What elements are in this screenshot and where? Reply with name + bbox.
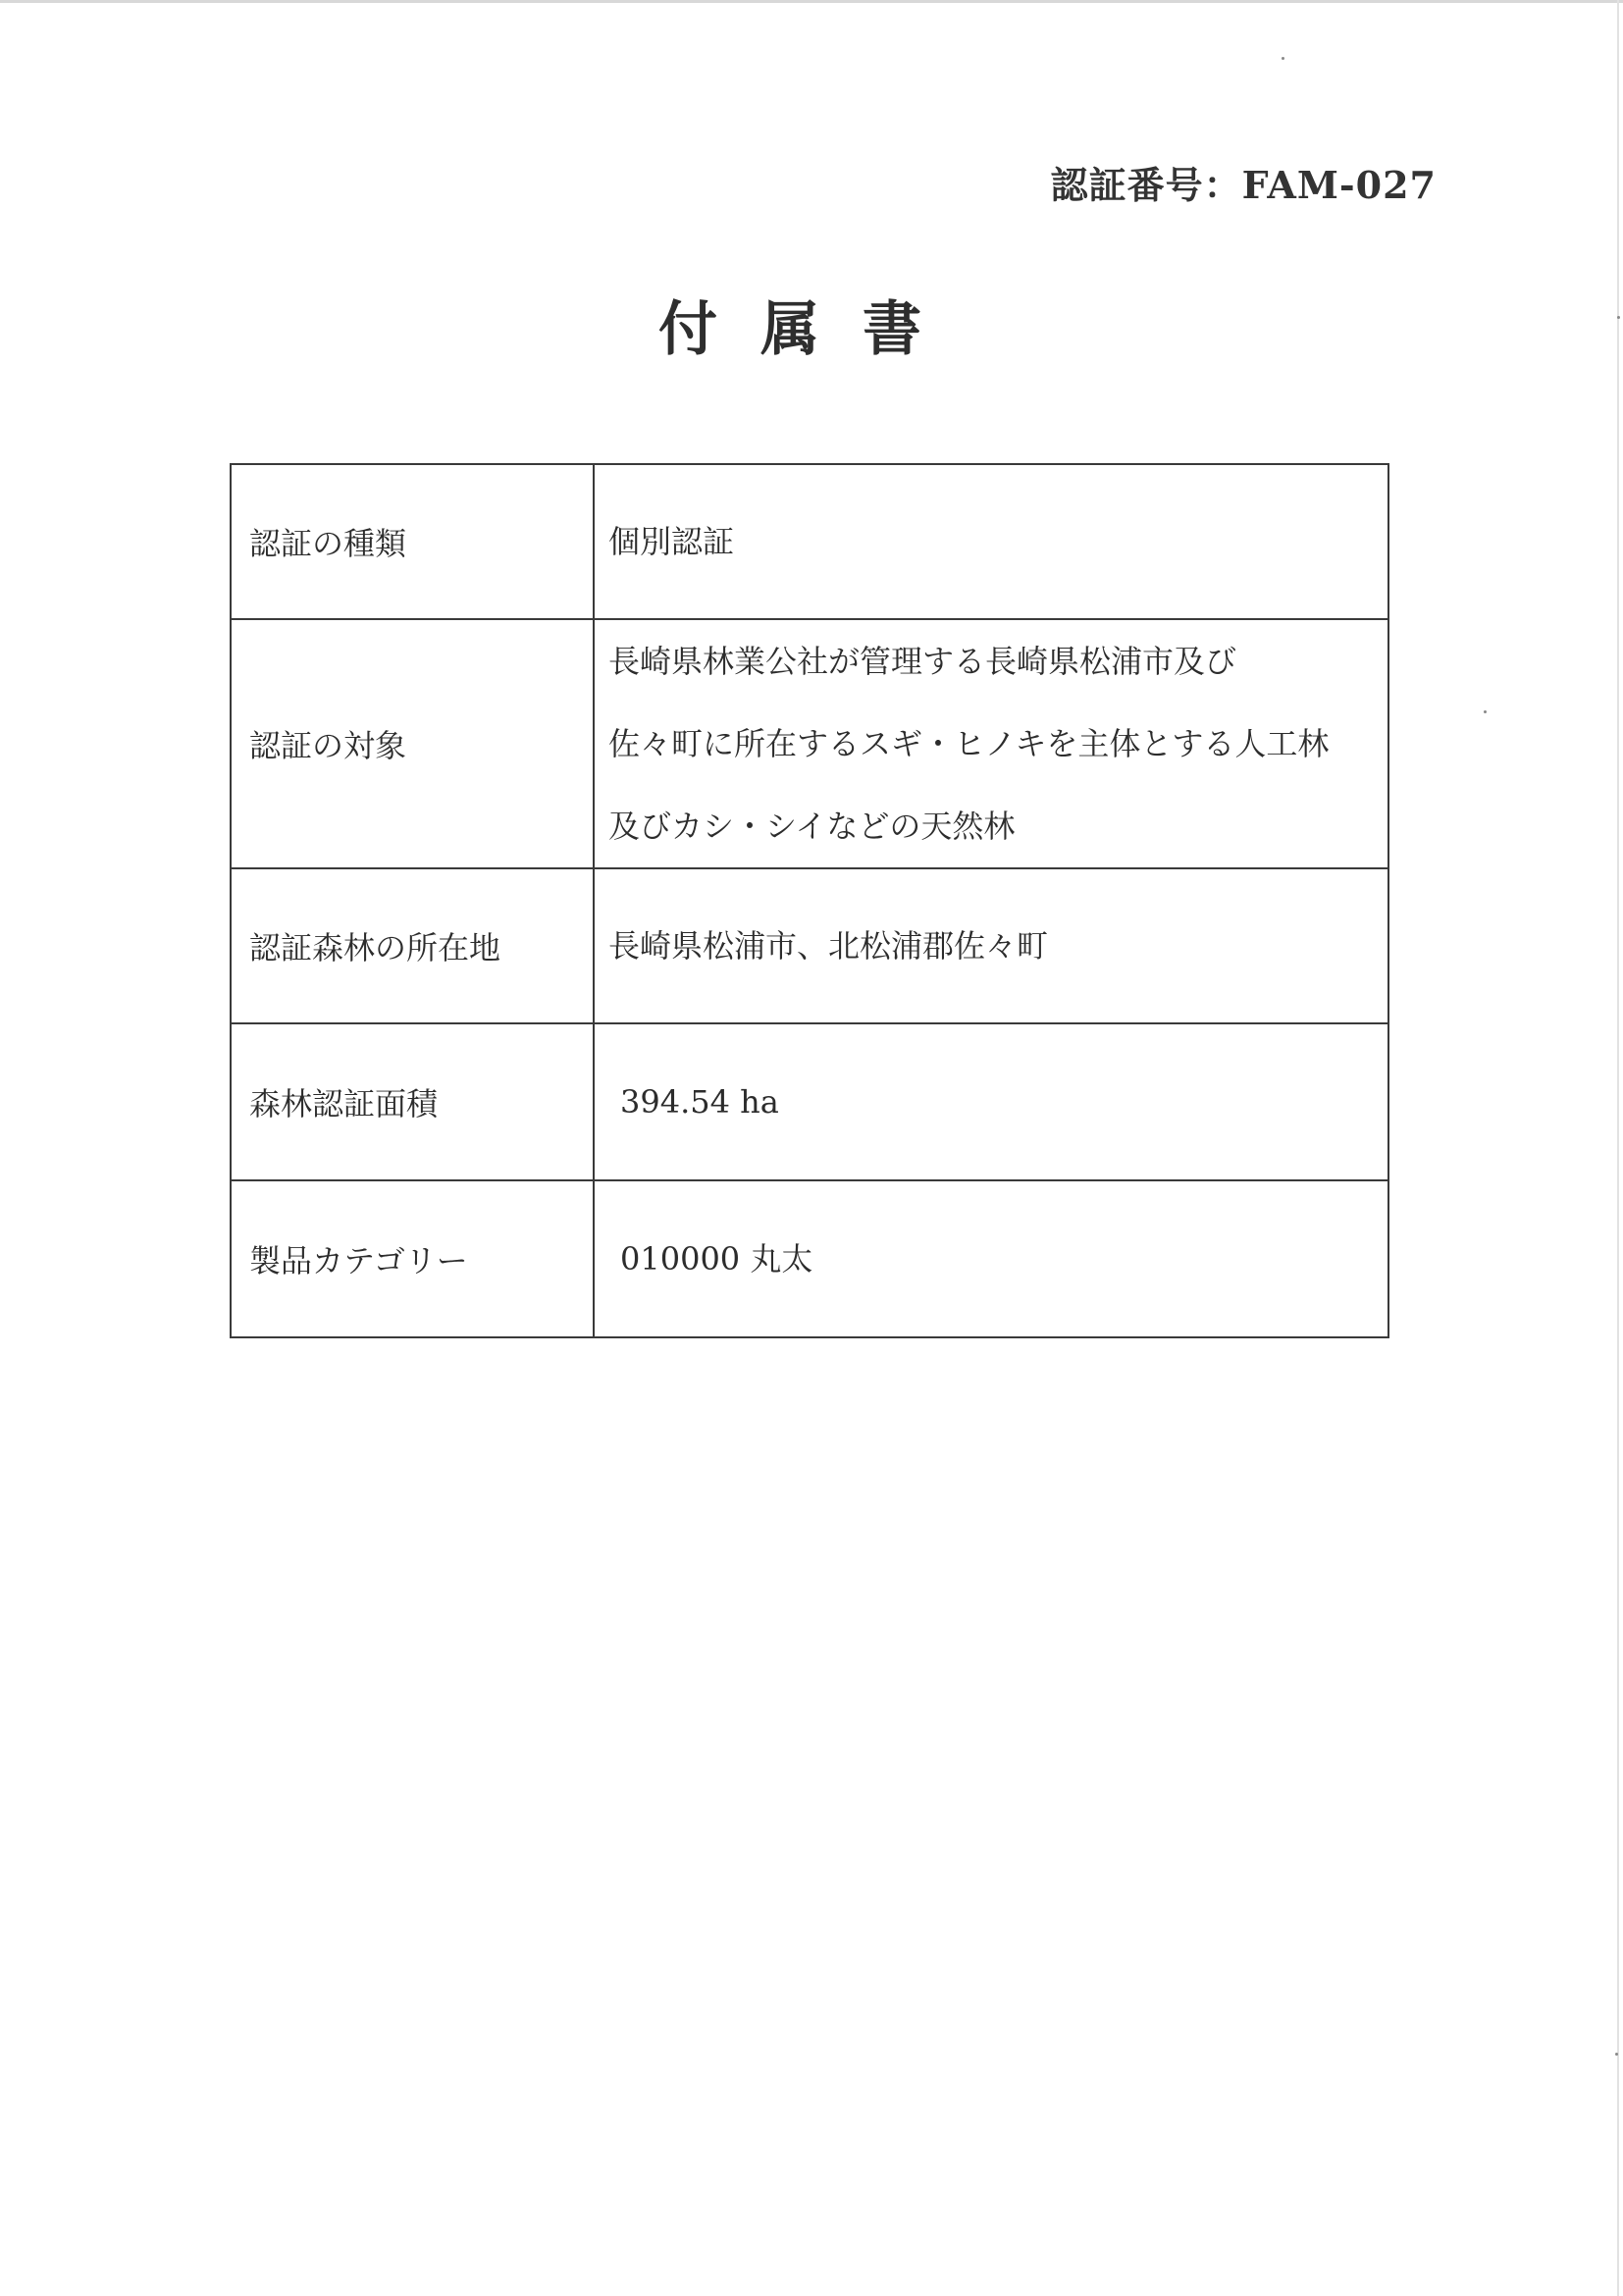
scan-speck	[1484, 710, 1487, 713]
value-line: 010000 丸太	[620, 1240, 813, 1278]
certification-details-table	[230, 463, 1389, 1338]
table-row-certification-target	[231, 619, 1388, 868]
value-line: 長崎県松浦市、北松浦郡佐々町	[608, 927, 1049, 965]
value-line: 個別認証	[608, 523, 735, 560]
label-certification-target: 認証の対象	[231, 619, 594, 868]
scan-speck	[1615, 2053, 1618, 2056]
value-certification-type	[594, 464, 1388, 619]
document-title: 付属書	[658, 295, 965, 364]
value-line: 長崎県林業公社が管理する長崎県松浦市及び	[608, 643, 1237, 680]
value-forest-location	[594, 868, 1388, 1023]
value-certification-target	[594, 619, 1388, 868]
scan-speck	[1617, 316, 1620, 319]
label-forest-location: 認証森林の所在地	[231, 868, 594, 1023]
value-line: 佐々町に所在するスギ・ヒノキを主体とする人工林	[608, 725, 1330, 762]
table-row-forest-location	[231, 868, 1388, 1023]
table-row-product-category	[231, 1180, 1388, 1337]
value-line: 及びカシ・シイなどの天然林	[608, 808, 1016, 845]
label-certified-area: 森林認証面積	[231, 1023, 594, 1180]
label-certification-type: 認証の種類	[231, 464, 594, 619]
value-product-category	[594, 1180, 1388, 1337]
value-certified-area	[594, 1023, 1388, 1180]
value-line: 394.54 ha	[620, 1083, 779, 1121]
page-edge-top	[0, 0, 1623, 3]
certification-number: 認証番号：FAM-027	[1050, 163, 1437, 207]
label-product-category: 製品カテゴリー	[231, 1180, 594, 1337]
table-row-certified-area	[231, 1023, 1388, 1180]
scan-speck	[1282, 57, 1284, 60]
table-row-certification-type	[231, 464, 1388, 619]
